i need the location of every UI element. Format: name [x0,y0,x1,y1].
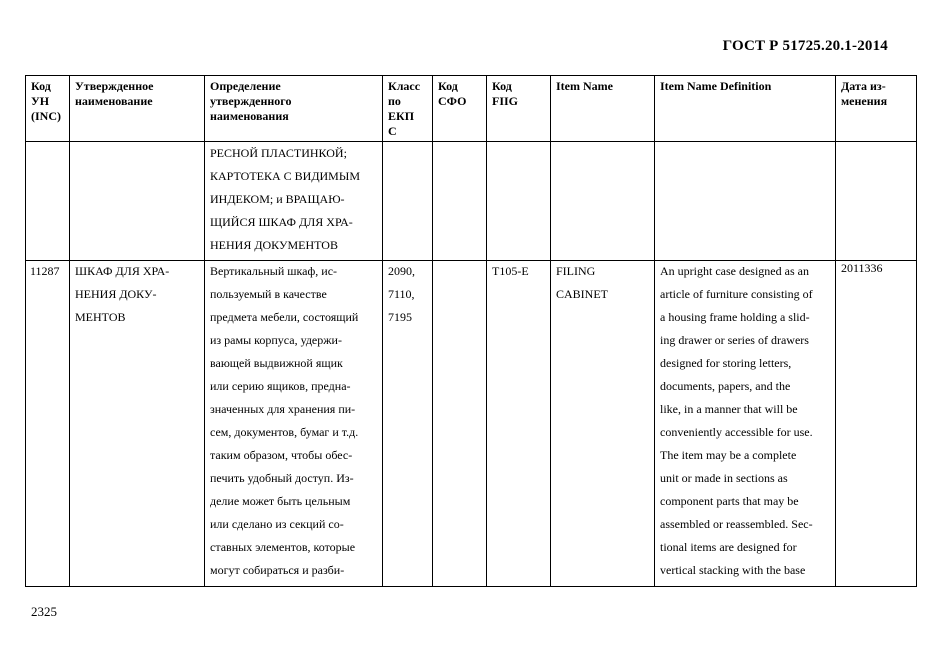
header-text-line: ЕКП [388,109,415,123]
text-line: РЕСНОЙ ПЛАСТИНКОЙ; [210,146,347,160]
header-text-line: утвержденного [210,94,292,108]
text-line: пользуемый в качестве [210,287,327,301]
text-line: НЕНИЯ ДОКУМЕНТОВ [210,238,338,252]
text-line: designed for storing letters, [660,356,792,370]
cell-fiig-code [487,261,551,587]
header-text-line: Item Name [556,79,613,93]
text-line: МЕНТОВ [75,310,126,324]
text-line: ставных элементов, которые [210,540,356,554]
text-line: The item may be a complete [660,448,797,462]
text-line: tional items are designed for [660,540,797,554]
text-line: предмета мебели, состоящий [210,310,359,324]
cell-name-empty [70,142,205,261]
fiig-value: T105-E [492,264,529,278]
text-line: делие может быть цельным [210,494,351,508]
cell-change-date [836,261,917,587]
header-text-line: Определение [210,79,281,93]
table-row-11287 [26,261,917,587]
header-text-line: Класс [388,79,421,93]
header-text-line: Код [492,79,512,93]
cell-inc-empty [26,142,70,261]
header-text-line: наименования [210,109,289,123]
text-line: assembled or reassembled. Sec- [660,517,813,531]
cell-fiig-empty [487,142,551,261]
date-value: 2011336 [841,261,883,275]
text-line: 7110, [388,287,415,301]
text-line: КАРТОТЕКА С ВИДИМЫМ [210,169,360,183]
header-text-line: Утвержденное [75,79,154,93]
header-text-line: Код [31,79,51,93]
cell-item-def-empty [655,142,836,261]
cell-date-empty [836,142,917,261]
header-text-line: УН [31,94,50,108]
text-line: вающей выдвижной ящик [210,356,343,370]
text-line: или сделано из секций со- [210,517,344,531]
text-line: ШКАФ ДЛЯ ХРА- [75,264,170,278]
text-line: из рамы корпуса, удержи- [210,333,342,347]
text-line: 2090, [388,264,415,278]
cell-item-name-definition [655,261,836,587]
col-header-change-date [836,76,917,142]
text-line: article of furniture consisting of [660,287,813,301]
text-line: vertical stacking with the base [660,563,806,577]
text-line: или серию ящиков, предна- [210,379,351,393]
text-line: CABINET [556,287,608,301]
cell-approved-name [70,261,205,587]
header-text-line: наименование [75,94,153,108]
cell-item-name-empty [551,142,655,261]
text-line: НЕНИЯ ДОКУ- [75,287,157,301]
cell-definition-continuation [205,142,383,261]
text-line: unit or made in sections as [660,471,788,485]
text-line: ЩИЙСЯ ШКАФ ДЛЯ ХРА- [210,215,353,229]
header-text-line: (INC) [31,109,61,123]
table-header-row [26,76,917,142]
cell-inc [26,261,70,587]
text-line: печить удобный доступ. Из- [210,471,354,485]
sfo-value [438,264,481,287]
text-line: 7195 [388,310,412,324]
header-text-line: Дата из- [841,79,886,93]
col-header-ekps-class [383,76,433,142]
text-line: могут собираться и разби- [210,563,345,577]
col-header-item-name-definition [655,76,836,142]
col-header-fiig-code [487,76,551,142]
col-header-definition [205,76,383,142]
inc-value: 11287 [30,264,60,278]
col-header-inc [26,76,70,142]
header-text-line: Код [438,79,458,93]
table-row-continuation [26,142,917,261]
header-text-line: по [388,94,401,108]
text-line: Вертикальный шкаф, ис- [210,264,338,278]
text-line: like, in a manner that will be [660,402,798,416]
header-text-line: менения [841,94,888,108]
text-line: component parts that may be [660,494,799,508]
cell-ekps-empty [383,142,433,261]
col-header-approved-name [70,76,205,142]
text-line: An upright case designed as an [660,264,809,278]
text-line: ing drawer or series of drawers [660,333,809,347]
text-line: сем, документов, бумаг и т.д. [210,425,359,439]
text-line: FILING [556,264,596,278]
col-header-sfo-code [433,76,487,142]
text-line: значенных для хранения пи- [210,402,356,416]
page-number: 2325 [31,604,57,619]
header-text-line: С [388,124,397,138]
document-header: ГОСТ Р 51725.20.1-2014 [722,38,888,54]
text-line: a housing frame holding a slid- [660,310,810,324]
text-line: ИНДЕКОМ; и ВРАЩАЮ- [210,192,345,206]
cell-sfo-code [433,261,487,587]
text-line: documents, papers, and the [660,379,791,393]
col-header-item-name [551,76,655,142]
cell-ekps-class [383,261,433,587]
cell-item-name [551,261,655,587]
classification-table [25,75,917,587]
header-text-line: Item Name Definition [660,79,772,93]
header-text-line: СФО [438,94,467,108]
header-text-line: FIIG [492,94,519,108]
cell-definition [205,261,383,587]
cell-sfo-empty [433,142,487,261]
text-line: таким образом, чтобы обес- [210,448,353,462]
text-line: conveniently accessible for use. [660,425,813,439]
